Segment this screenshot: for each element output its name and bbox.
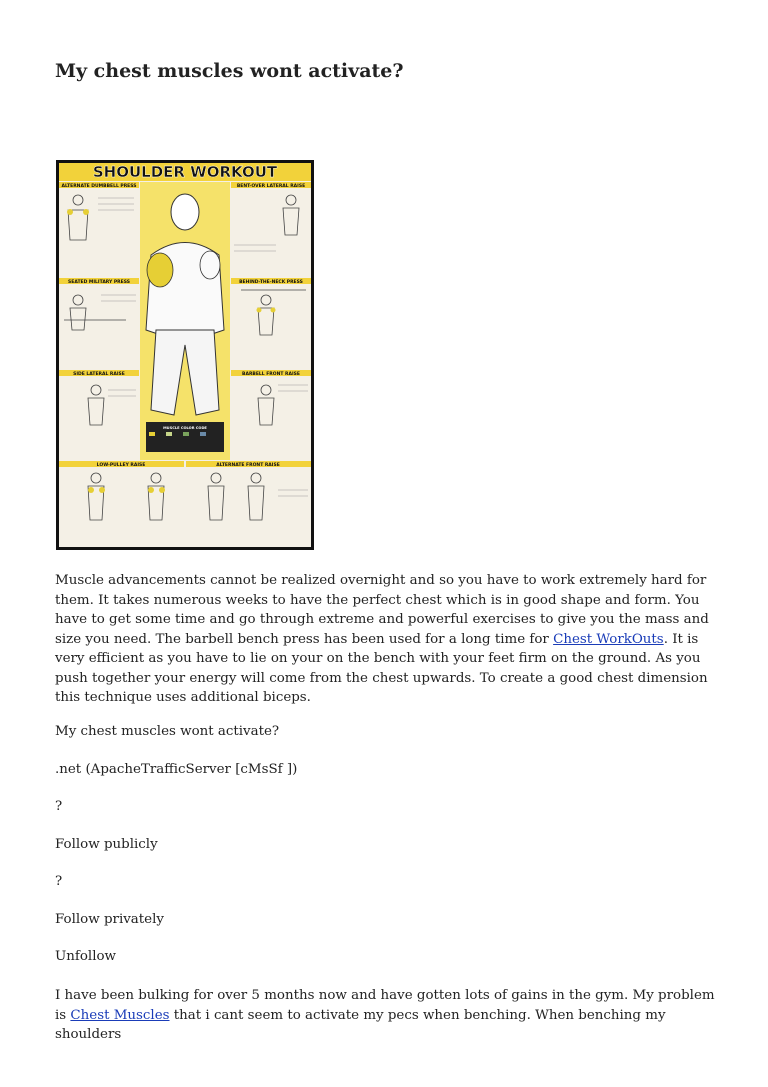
paragraph-text: I have been bulking for over 5 months now and have gotten lots of gains in the gym. My problem is (55, 988, 715, 1023)
question-mark-2: ? (55, 874, 63, 889)
net-line: .net (ApacheTrafficServer [cMsSf ]) (55, 762, 298, 777)
paragraph-text: that i cant seem to activate my pecs when benching. When benching my shoulders (55, 1007, 666, 1042)
paragraph-text: Muscle advancements cannot be realized overnight and so you have to work extremely hard for them. It takes numerous weeks to have the perfect chest which is in good shape and form. You have to get some time and go through extreme and powerful exercises to give you the mass and size you need. The barbell bench press has been used for a long time for (55, 573, 709, 647)
follow-publicly-line: Follow publicly (55, 837, 158, 852)
chest-workouts-link[interactable]: Chest WorkOuts (553, 631, 664, 647)
poster-color-code-label: MUSCLE COLOR CODE (163, 426, 207, 430)
article-paragraph-2 (55, 986, 715, 1045)
poster-section-2: BENT-OVER LATERAL RAISE (236, 184, 306, 189)
article-paragraph-1 (55, 571, 715, 708)
poster-section-7: LOW-PULLEY RAISE (96, 463, 146, 468)
poster-section-1: ALTERNATE DUMBBELL PRESS (61, 184, 137, 189)
follow-privately-line: Follow privately (55, 912, 164, 927)
poster-section-3: SEATED MILITARY PRESS (68, 280, 130, 285)
poster-section-5: SIDE LATERAL RAISE (73, 372, 125, 377)
poster-heading: SHOULDER WORKOUT (92, 163, 278, 181)
poster-section-4: BEHIND-THE-NECK PRESS (239, 280, 303, 285)
question-mark-1: ? (55, 799, 63, 814)
poster-section-6: BARBELL FRONT RAISE (242, 372, 300, 377)
paragraph-text: . It is very efficient as you have to lie on your on the bench with your feet firm on the ground. As you push together your energy will come from the chest upwards. To create a good chest dimension this technique uses additional biceps. (55, 631, 708, 705)
title-repeat-line: My chest muscles wont activate? (55, 724, 280, 739)
shoulder-workout-poster (56, 160, 314, 550)
chest-muscles-link[interactable]: Chest Muscles (70, 1007, 170, 1023)
poster-section-8: ALTERNATE FRONT RAISE (216, 463, 280, 468)
page-title: My chest muscles wont activate? (55, 60, 404, 82)
unfollow-line: Unfollow (55, 949, 117, 964)
